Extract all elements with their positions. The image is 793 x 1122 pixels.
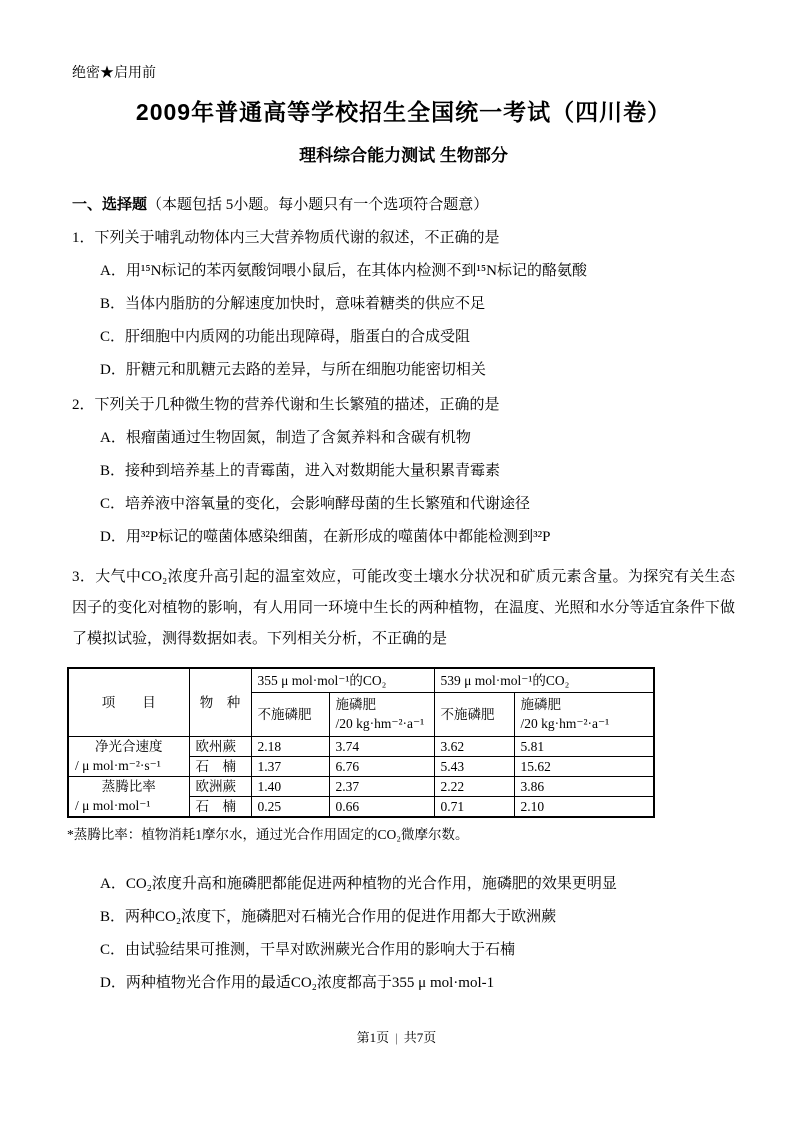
section-heading [72, 188, 735, 222]
question-2-option-a [72, 422, 735, 455]
table-header-item: 项 目 [68, 668, 189, 736]
option-label: C． [100, 496, 126, 512]
question-3-option-b [72, 901, 735, 934]
species-cell: 欧州蕨 [189, 736, 251, 756]
q3-data-table [67, 667, 655, 818]
option-label: A． [100, 263, 126, 279]
value-cell: 2.22 [434, 776, 514, 796]
species-cell: 欧洲蕨 [189, 776, 251, 796]
row-group-net-photosynthesis [68, 736, 189, 776]
value-cell: 5.81 [514, 736, 654, 756]
question-3-stem [72, 562, 735, 655]
table-row [68, 776, 654, 796]
question-3-option-d [72, 967, 735, 1000]
option-label: B． [100, 296, 126, 312]
value-cell: 6.76 [329, 756, 434, 776]
table-header-phosphate [514, 692, 654, 736]
phosphate-unit: /20 kg·hm⁻²·a⁻¹ [335, 716, 425, 731]
page-subtitle: 理科综合能力测试 生物部分 [299, 146, 508, 165]
value-cell: 1.40 [251, 776, 329, 796]
page-footer [0, 1028, 793, 1048]
question-1-option-c [72, 321, 735, 354]
row-group-transpiration-ratio [68, 776, 189, 817]
option-label: C． [100, 941, 126, 958]
question-1 [72, 222, 735, 387]
value-cell: 1.37 [251, 756, 329, 776]
option-text: 用³²P标记的噬菌体感染细菌，在新形成的噬菌体中都能检测到³²P [125, 529, 551, 545]
table-row [68, 736, 654, 756]
option-text: 肝细胞中内质网的功能出现障碍，脂蛋白的合成受阻 [125, 329, 471, 345]
phosphate-label: 施磷肥 [520, 697, 561, 712]
question-3-options [72, 868, 735, 1000]
footer-page-number: 第1页 [356, 1030, 390, 1045]
group-label: 蒸腾比率 [101, 779, 156, 794]
option-text: CO₂浓度升高和施磷肥都能促进两种植物的光合作用，施磷肥的效果更明显 [125, 875, 617, 892]
value-cell: 2.37 [329, 776, 434, 796]
option-text: 当体内脂肪的分解速度加快时，意味着糖类的供应不足 [125, 296, 486, 312]
option-text: 培养液中溶氧量的变化，会影响酵母菌的生长繁殖和代谢途径 [125, 496, 531, 512]
option-label: D． [100, 362, 126, 378]
option-label: C． [100, 329, 126, 345]
option-text: 根瘤菌通过生物固氮，制造了含氮养料和含碳有机物 [125, 430, 471, 446]
question-3-option-c [72, 934, 735, 967]
table-header-co2-355: 355 μ mol·mol⁻¹的CO₂ [251, 668, 434, 692]
question-1-option-d [72, 354, 735, 387]
phosphate-unit: /20 kg·hm⁻²·a⁻¹ [520, 716, 610, 731]
question-2-option-c [72, 488, 735, 521]
species-cell: 石 楠 [189, 796, 251, 817]
option-label: A． [100, 875, 126, 892]
value-cell: 15.62 [514, 756, 654, 776]
option-text: 接种到培养基上的青霉菌，进入对数期能大量积累青霉素 [125, 463, 501, 479]
group-unit: / μ mol·mol⁻¹ [75, 798, 151, 813]
question-2-stem [72, 389, 735, 422]
value-cell: 3.86 [514, 776, 654, 796]
option-label: B． [100, 463, 126, 479]
value-cell: 0.66 [329, 796, 434, 817]
value-cell: 3.62 [434, 736, 514, 756]
question-3-option-a [72, 868, 735, 901]
option-text: 由试验结果可推测，干旱对欧洲蕨光合作用的影响大于石楠 [125, 941, 516, 958]
value-cell: 2.10 [514, 796, 654, 817]
option-text: 肝糖元和肌糖元去路的差异，与所在细胞功能密切相关 [125, 362, 486, 378]
value-cell: 0.25 [251, 796, 329, 817]
table-header-no-phosphate: 不施磷肥 [251, 692, 329, 736]
option-text: 两种植物光合作用的最适CO₂浓度都高于355 μ mol·mol-1 [125, 974, 495, 991]
footer-total-pages: 共7页 [403, 1030, 437, 1045]
question-2 [72, 389, 735, 554]
question-1-option-b [72, 288, 735, 321]
section-heading-title: 一、选择题 [72, 196, 148, 213]
group-label: 净光合速度 [95, 739, 163, 754]
table-header-no-phosphate: 不施磷肥 [434, 692, 514, 736]
question-2-number: 2． [72, 397, 95, 413]
option-label: A． [100, 430, 126, 446]
classification-label: 绝密★启用前 [72, 66, 156, 81]
question-1-option-a [72, 255, 735, 288]
question-3-number: 3． [72, 569, 96, 585]
question-2-option-d [72, 521, 735, 554]
option-label: B． [100, 908, 126, 925]
group-unit: / μ mol·m⁻²·s⁻¹ [75, 758, 161, 773]
table-footnote: *蒸腾比率：植物消耗1摩尔水，通过光合作用固定的CO₂微摩尔数。 [67, 826, 469, 842]
option-text: 用¹⁵N标记的苯丙氨酸饲喂小鼠后，在其体内检测不到¹⁵N标记的酪氨酸 [125, 263, 587, 279]
option-label: D． [100, 974, 126, 991]
question-1-number: 1． [72, 230, 95, 246]
question-1-stem-text: 下列关于哺乳动物体内三大营养物质代谢的叙述，不正确的是 [94, 230, 500, 246]
phosphate-label: 施磷肥 [335, 697, 376, 712]
table-header-species: 物 种 [189, 668, 251, 736]
page-title: 2009年普通高等学校招生全国统一考试（四川卷） [135, 99, 672, 125]
question-2-stem-text: 下列关于几种微生物的营养代谢和生长繁殖的描述，正确的是 [94, 397, 500, 413]
question-2-option-b [72, 455, 735, 488]
value-cell: 0.71 [434, 796, 514, 817]
table-header-co2-539: 539 μ mol·mol⁻¹的CO₂ [434, 668, 654, 692]
section-heading-note: （本题包括 5小题。每小题只有一个选项符合题意） [147, 197, 489, 213]
question-1-stem [72, 222, 735, 255]
species-cell: 石 楠 [189, 756, 251, 776]
question-3 [67, 562, 735, 1000]
option-label: D． [100, 529, 126, 545]
value-cell: 5.43 [434, 756, 514, 776]
value-cell: 2.18 [251, 736, 329, 756]
value-cell: 3.74 [329, 736, 434, 756]
table-header-phosphate [329, 692, 434, 736]
footer-separator: | [395, 1030, 398, 1045]
question-3-stem-text: 大气中CO₂浓度升高引起的温室效应，可能改变土壤水分状况和矿质元素含量。为探究有关生态因子的变化对植物的影响，有人用同一环境中生长的两种植物，在温度、光照和水分等适宜条件下做了模拟试验，测得数据如表。下列相关分析，不正确的是 [72, 569, 735, 647]
option-text: 两种CO₂浓度下，施磷肥对石楠光合作用的促进作用都大于欧洲蕨 [125, 908, 557, 925]
